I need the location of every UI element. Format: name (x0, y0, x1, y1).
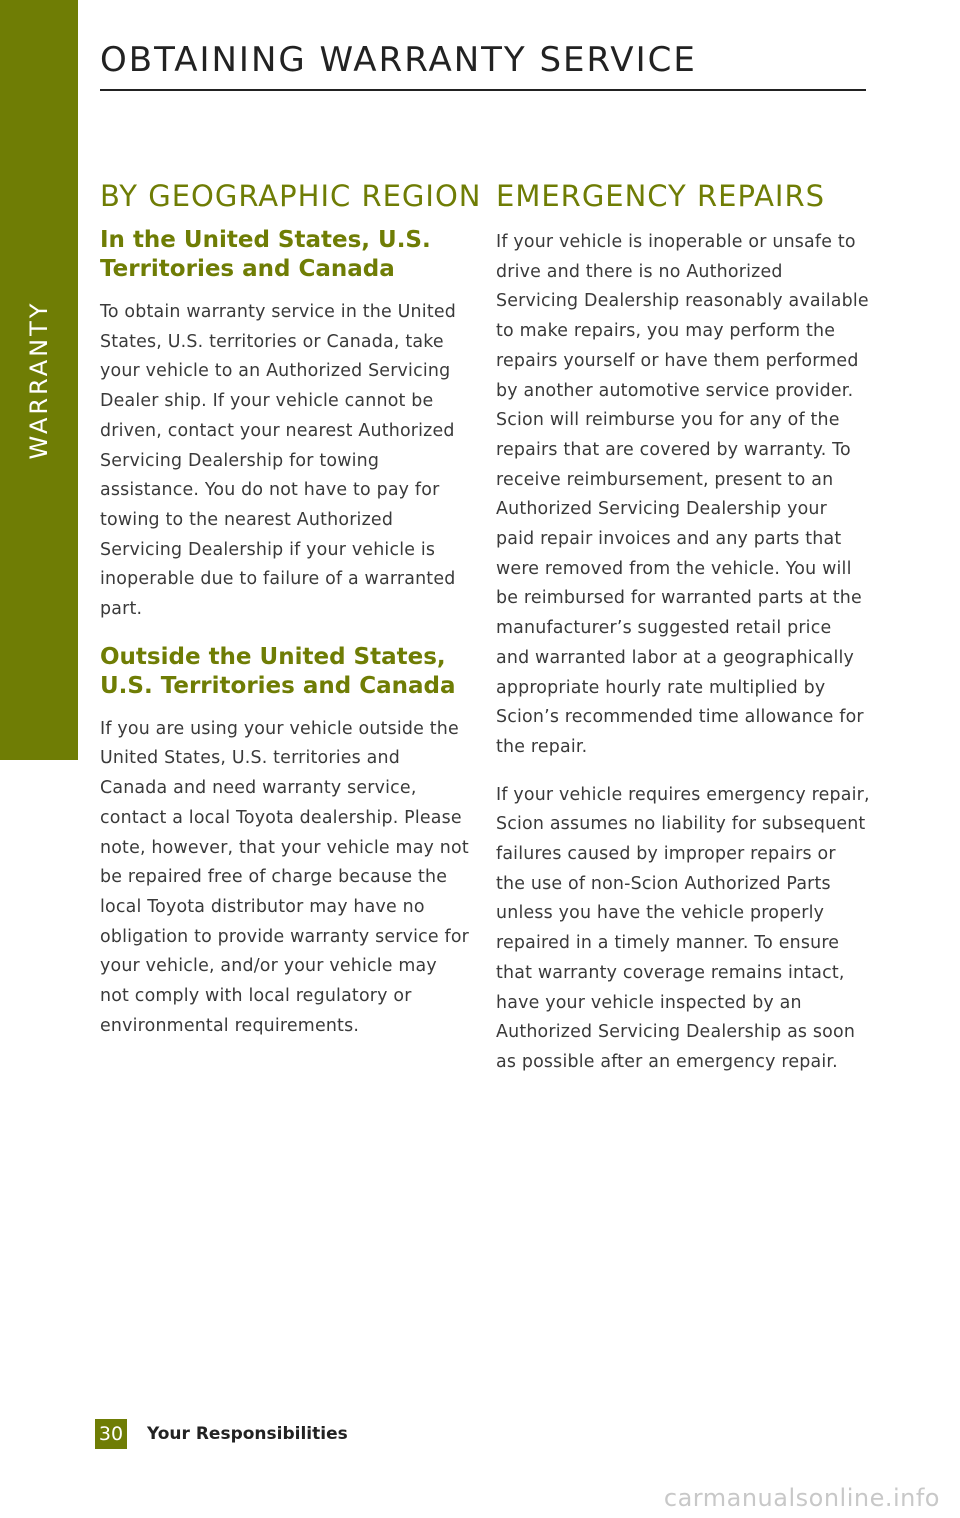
paragraph-emergency-reimbursement: If your vehicle is inoperable or unsafe to drive and there is no Authorized Servicing Dealership reasonably available to make repairs, you may perform the repairs yourself or have them performed by another automotive service provider. Scion will reimburse you for any of the repairs that are covered by warranty. To receive reimbursement, present to an Authorized Servicing Dealership your paid repair invoices and any parts that were removed from the vehicle. You will be reimbursed for warranted parts at the manufacturer’s suggested retail price and warranted labor at a geographically appropriate hourly rate multiplied by Scion’s recommended time allowance for the repair. (496, 232, 869, 757)
paragraph-international-warranty: If you are using your vehicle outside the United States, U.S. territories and Canada and need warranty service, contact a local Toyota dealership. Please note, however, that your vehicle may not be repaired free of charge because the local Toyota distributor may have no obligation to provide warranty service for your vehicle, and/or your vehicle may not comply with local regulatory or environmental requirements. (100, 718, 470, 1036)
title-divider (100, 89, 866, 91)
paragraph-domestic-warranty: To obtain warranty service in the United States, U.S. territories or Canada, take your vehicle to an Authorized Servicing Dealer ship. If your vehicle cannot be driven, contact your nearest Authorized Servicing Dealership for towing assistance. You do not have to pay for towing to the nearest Authorized Servicing Dealership if your vehicle is inoperable due to failure of a warranted part. (100, 302, 456, 620)
paragraph-emergency-liability: If your vehicle requires emergency repair, Scion assumes no liability for subsequent failures caused by improper repairs or the use of non-Scion Authorized Parts unless you have the vehicle properly repaired in a timely manner. To ensure that warranty coverage remains intact, have your vehicle inspected by an Authorized Servicing Dealership as soon as possible after an emergency repair. (496, 784, 870, 1072)
section-heading-geographic-region: BY GEOGRAPHIC REGION (100, 179, 482, 213)
subheading-us-territories-canada: In the United States, U.S. Territories and Canada (100, 227, 431, 282)
subheading-outside-us: Outside the United States, U.S. Territories and Canada (100, 643, 456, 699)
left-column (100, 178, 482, 1059)
right-column (496, 178, 870, 1096)
footer-section-label: Your Responsibilities (147, 1424, 348, 1444)
section-heading-emergency-repairs: EMERGENCY REPAIRS (496, 179, 826, 213)
watermark-text: carmanualsonline.info (663, 1484, 940, 1512)
sidebar-tab (0, 0, 78, 760)
sidebar-section-label: WARRANTY (25, 300, 53, 460)
page-number-badge: 30 (95, 1419, 127, 1449)
page-title: OBTAINING WARRANTY SERVICE (100, 40, 697, 80)
